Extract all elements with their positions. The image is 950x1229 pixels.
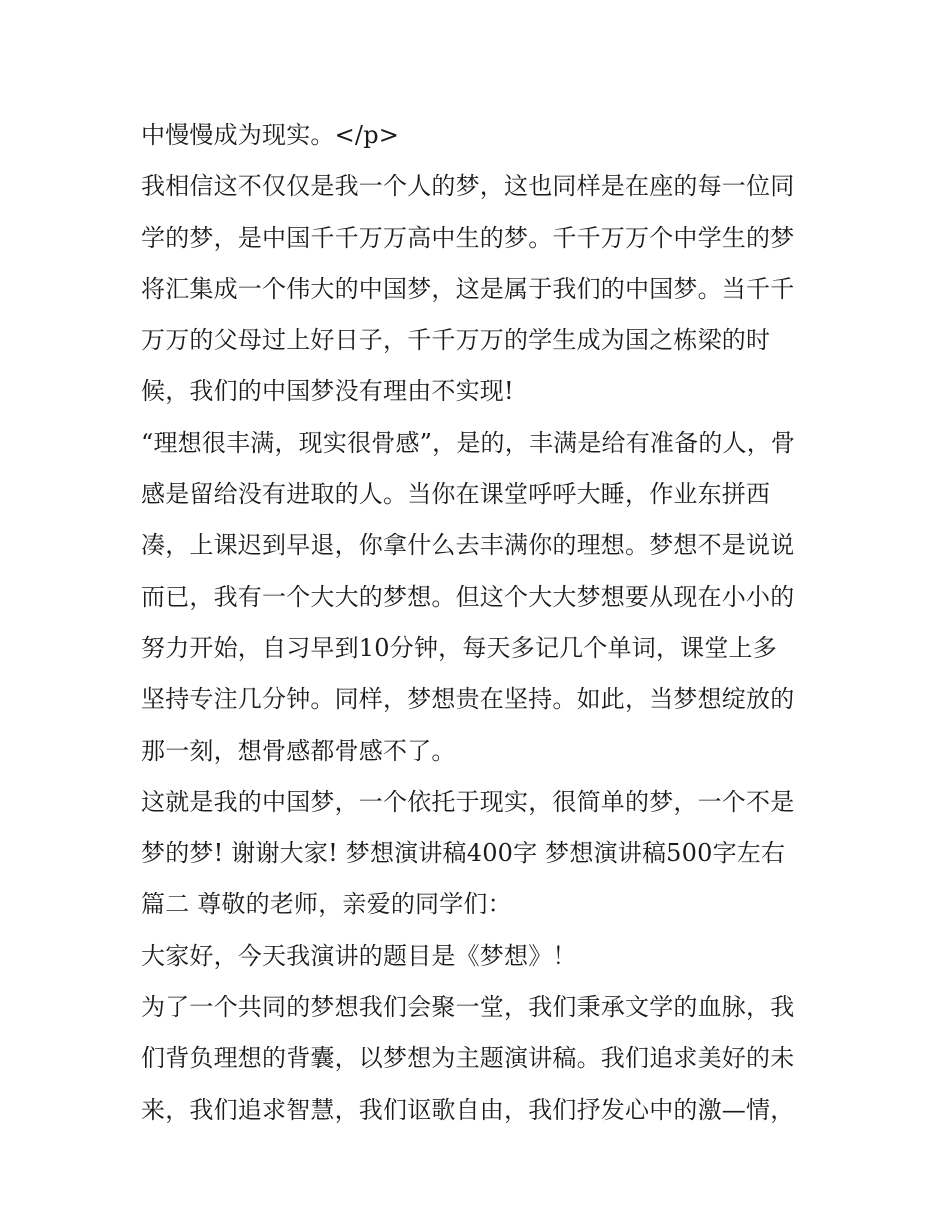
text-line: 候，我们的中国梦没有理由不实现!	[141, 377, 514, 406]
text-line: 篇二 尊敬的老师，亲爱的同学们：	[141, 890, 512, 919]
text-line: 大家好，今天我演讲的题目是《梦想》！	[141, 941, 577, 970]
text-line: 这就是我的中国梦，一个依托于现实，很简单的梦，一个不是	[141, 787, 795, 816]
text-line: 我相信这不仅仅是我一个人的梦，这也同样是在座的每一位同	[141, 172, 795, 201]
text-line: 坚持专注几分钟。同样，梦想贵在坚持。如此，当梦想绽放的	[141, 685, 795, 714]
text-line: 感是留给没有进取的人。当你在课堂呼呼大睡，作业东拼西	[141, 480, 771, 509]
text-line: 学的梦，是中国千千万万高中生的梦。千千万万个中学生的梦	[141, 223, 795, 252]
text-line: 凑，上课迟到早退，你拿什么去丰满你的理想。梦想不是说说	[141, 531, 795, 560]
document-body	[141, 110, 813, 1136]
text-line: 梦的梦! 谢谢大家! 梦想演讲稿400字 梦想演讲稿500字左右	[141, 839, 786, 868]
text-line: 将汇集成一个伟大的中国梦，这是属于我们的中国梦。当千千	[141, 274, 795, 303]
text-line: “理想很丰满，现实很骨感”，是的，丰满是给有准备的人，骨	[141, 428, 796, 457]
text-line: 那一刻，想骨感都骨感不了。	[141, 736, 456, 765]
text-line: 们背负理想的背囊，以梦想为主题演讲稿。我们追求美好的未	[141, 1044, 795, 1073]
text-line: 万万的父母过上好日子，千千万万的学生成为国之栋梁的时	[141, 326, 771, 355]
text-line: 而已，我有一个大大的梦想。但这个大大梦想要从现在小小的	[141, 582, 795, 611]
text-line: 中慢慢成为现实。</p>	[141, 121, 400, 149]
text-line: 来，我们追求智慧，我们讴歌自由，我们抒发心中的激—情，	[141, 1095, 795, 1124]
text-line: 为了一个共同的梦想我们会聚一堂，我们秉承文学的血脉，我	[141, 993, 795, 1022]
text-line: 努力开始，自习早到10分钟，每天多记几个单词，课堂上多	[141, 633, 777, 662]
